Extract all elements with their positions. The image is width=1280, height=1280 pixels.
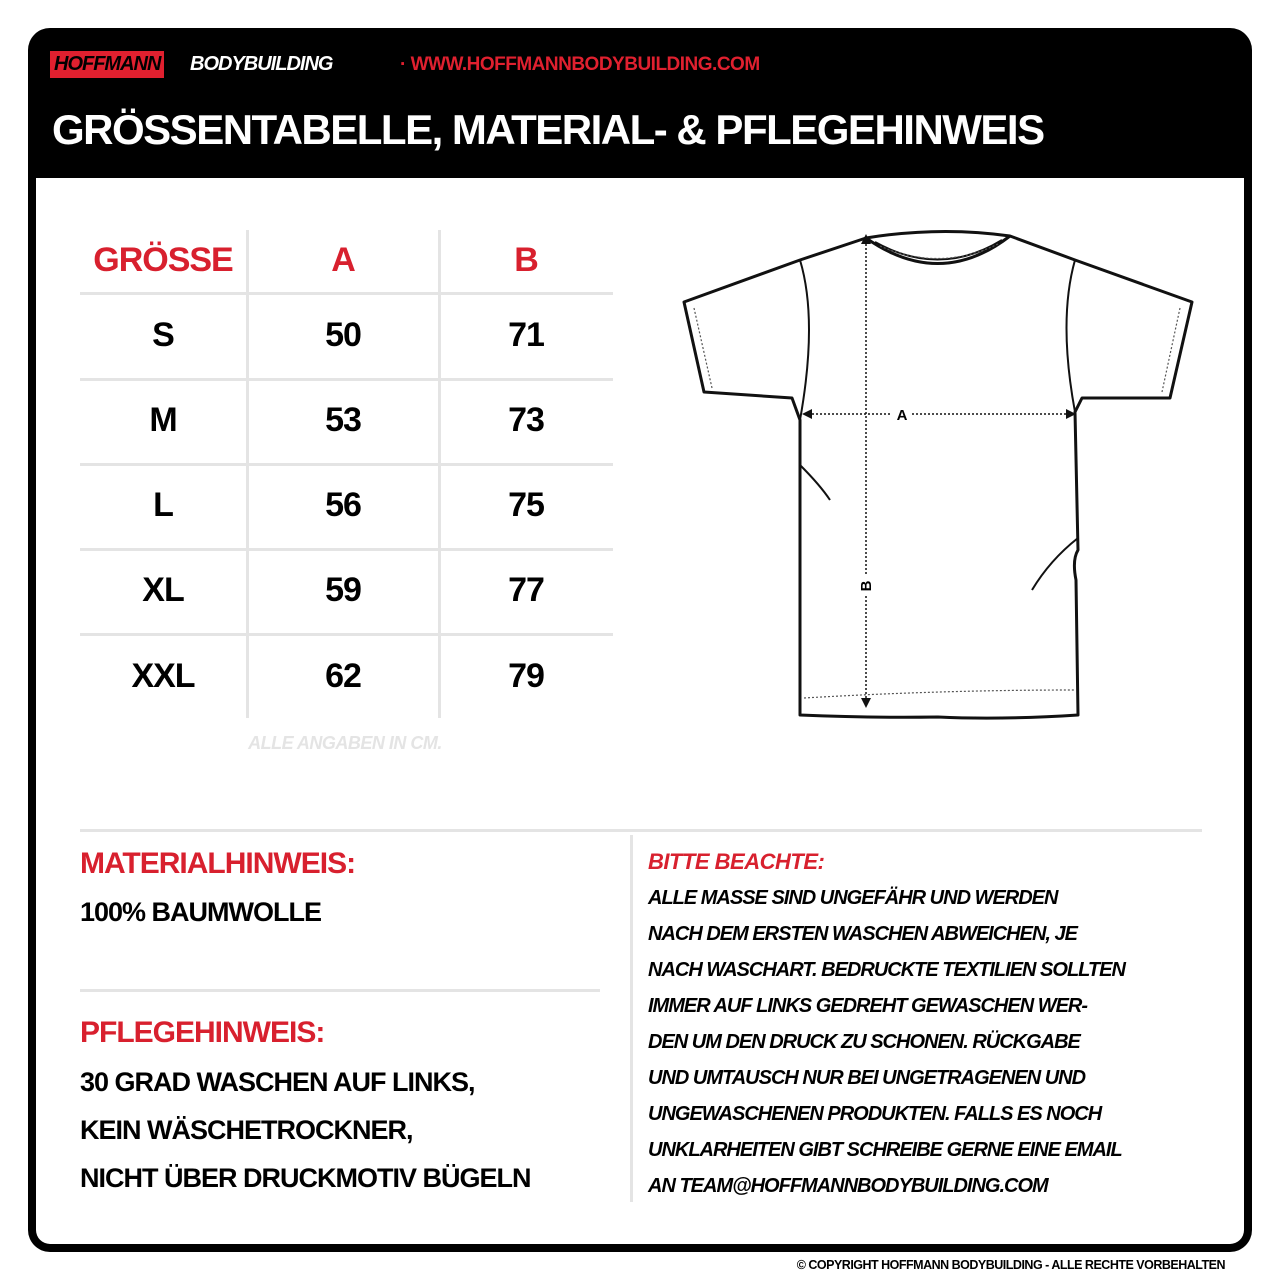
- table-cell-size: M: [149, 401, 177, 439]
- care-line: KEIN WÄSCHETROCKNER,: [80, 1115, 413, 1145]
- notice-line: UNKLARHEITEN GIBT SCHREIBE GERNE EINE EMAIL: [648, 1139, 1122, 1161]
- table-cell-size: XXL: [131, 657, 195, 695]
- website-link[interactable]: [400, 51, 760, 78]
- section-divider: [80, 829, 1202, 832]
- table-cell-a: 59: [325, 571, 361, 609]
- section-divider: [80, 989, 600, 992]
- table-divider: [80, 378, 613, 381]
- material-heading: MATERIALHINWEIS:: [80, 847, 356, 880]
- column-header-size: GRÖSSE: [93, 241, 233, 279]
- table-divider: [80, 463, 613, 466]
- table-cell-b: 73: [508, 401, 544, 439]
- table-cell-a: 62: [325, 657, 361, 695]
- table-cell-b: 77: [508, 571, 544, 609]
- table-cell-size: L: [153, 486, 173, 524]
- notice-line: NACH WASCHART. BEDRUCKTE TEXTILIEN SOLLTEN: [648, 959, 1125, 981]
- section-divider: [630, 835, 633, 1202]
- notice-heading: BITTE BEACHTE:: [648, 849, 825, 874]
- care-line: 30 GRAD WASCHEN AUF LINKS,: [80, 1067, 475, 1097]
- notice-line: AN TEAM@HOFFMANNBODYBUILDING.COM: [648, 1175, 1048, 1197]
- notice-line: UNGEWASCHENEN PRODUKTEN. FALLS ES NOCH: [648, 1103, 1102, 1125]
- material-text: 100% BAUMWOLLE: [80, 897, 322, 927]
- notice-line: UND UMTAUSCH NUR BEI UNGETRAGENEN UND: [648, 1067, 1086, 1089]
- tshirt-diagram: [670, 220, 1210, 730]
- table-divider: [246, 230, 249, 718]
- table-divider: [438, 230, 441, 718]
- table-cell-b: 79: [508, 657, 544, 695]
- brand-red-text: HOFFMANN: [54, 53, 161, 75]
- table-cell-a: 56: [325, 486, 361, 524]
- brand-logo-bodybuilding: [190, 51, 332, 78]
- table-cell-size: S: [152, 316, 174, 354]
- measure-a-label: A: [896, 407, 908, 424]
- table-divider: [80, 292, 613, 295]
- brand-logo-hoffmann: [50, 51, 164, 78]
- notice-text: [648, 880, 1218, 1204]
- notice-line: DEN UM DEN DRUCK ZU SCHONEN. RÜCKGABE: [648, 1031, 1080, 1053]
- notice-line: IMMER AUF LINKS GEDREHT GEWASCHEN WER-: [648, 995, 1088, 1017]
- measure-b-label: B: [858, 580, 875, 592]
- notice-line: ALLE MASSE SIND UNGEFÄHR UND WERDEN: [648, 887, 1058, 909]
- table-cell-a: 50: [325, 316, 361, 354]
- notice-line: NACH DEM ERSTEN WASCHEN ABWEICHEN, JE: [648, 923, 1077, 945]
- brand-white-text: BODYBUILDING: [190, 53, 333, 75]
- column-header-b: B: [514, 241, 538, 279]
- tshirt-outline: [684, 231, 1192, 718]
- copyright: © COPYRIGHT HOFFMANN BODYBUILDING - ALLE RECHTE VORBEHALTEN: [796, 1258, 1225, 1272]
- units-note: ALLE ANGABEN IN CM.: [248, 733, 442, 753]
- table-divider: [80, 548, 613, 551]
- column-header-a: A: [331, 241, 355, 279]
- care-heading: PFLEGEHINWEIS:: [80, 1016, 325, 1049]
- table-cell-b: 71: [508, 316, 544, 354]
- table-cell-a: 53: [325, 401, 361, 439]
- page-title: [52, 100, 1232, 160]
- table-cell-size: XL: [142, 571, 184, 609]
- care-line: NICHT ÜBER DRUCKMOTIV BÜGELN: [80, 1163, 531, 1193]
- website-text: · WWW.HOFFMANNBODYBUILDING.COM: [400, 54, 760, 75]
- table-cell-b: 75: [508, 486, 544, 524]
- page-title-text: GRÖSSENTABELLE, MATERIAL- & PFLEGEHINWEIS: [52, 106, 1044, 153]
- table-divider: [80, 633, 613, 636]
